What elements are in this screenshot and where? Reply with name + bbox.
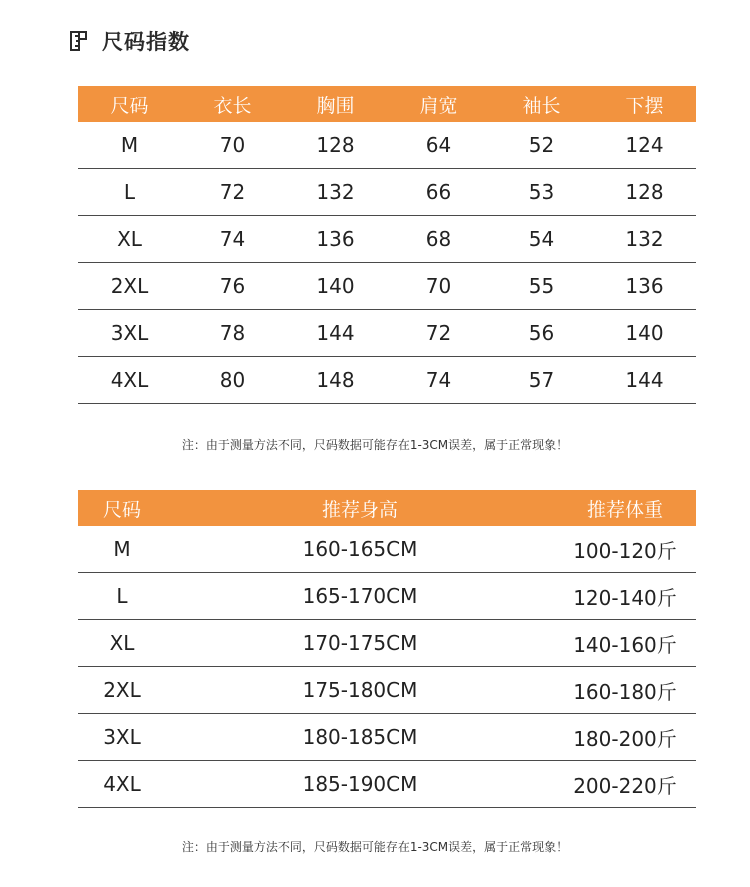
table-cell: 76: [181, 263, 284, 310]
table-cell: 175-180CM: [166, 667, 554, 714]
table-cell: 144: [593, 357, 696, 404]
table-cell: 165-170CM: [166, 573, 554, 620]
table-cell: 140-160斤: [554, 620, 696, 667]
table-cell: 200-220斤: [554, 761, 696, 808]
table-row: [78, 573, 696, 620]
table-row: [78, 620, 696, 667]
table-row: [78, 310, 696, 357]
table-cell: 3XL: [78, 714, 166, 761]
table-cell: XL: [78, 216, 181, 263]
table-cell: 132: [593, 216, 696, 263]
size-col-header: 尺码: [78, 490, 166, 526]
weight-col-header: 推荐体重: [554, 490, 696, 526]
hem-col-header: 下摆: [593, 86, 696, 122]
table-cell: 4XL: [78, 357, 181, 404]
table-cell: 180-185CM: [166, 714, 554, 761]
table-cell: 100-120斤: [554, 526, 696, 573]
table-cell: 140: [284, 263, 387, 310]
table-cell: 4XL: [78, 761, 166, 808]
size-chart-table: [78, 86, 696, 404]
length-col-header: 衣长: [181, 86, 284, 122]
table-cell: 180-200斤: [554, 714, 696, 761]
rec-table-header-row: [78, 490, 696, 526]
table-cell: 136: [593, 263, 696, 310]
table-cell: 2XL: [78, 263, 181, 310]
table-cell: 140: [593, 310, 696, 357]
table-cell: M: [78, 122, 181, 169]
table-cell: 120-140斤: [554, 573, 696, 620]
table-cell: 2XL: [78, 667, 166, 714]
table-row: [78, 169, 696, 216]
size-table-header-row: [78, 86, 696, 122]
table-cell: 170-175CM: [166, 620, 554, 667]
table-cell: 56: [490, 310, 593, 357]
chest-col-header: 胸围: [284, 86, 387, 122]
shoulder-col-header: 肩宽: [387, 86, 490, 122]
table-row: [78, 526, 696, 573]
table-cell: M: [78, 526, 166, 573]
height-col-header: 推荐身高: [166, 490, 554, 526]
table-cell: XL: [78, 620, 166, 667]
table-cell: 74: [181, 216, 284, 263]
table-cell: 78: [181, 310, 284, 357]
table-cell: 160-165CM: [166, 526, 554, 573]
measurement-note: 注：由于测量方法不同，尺码数据可能存在1-3CM误差，属于正常现象！: [181, 438, 569, 452]
table-cell: 52: [490, 122, 593, 169]
table-cell: 132: [284, 169, 387, 216]
table-cell: 128: [284, 122, 387, 169]
ruler-icon: [68, 29, 90, 53]
table-cell: 68: [387, 216, 490, 263]
table-cell: 148: [284, 357, 387, 404]
table-row: [78, 357, 696, 404]
sleeve-col-header: 袖长: [490, 86, 593, 122]
table-cell: 53: [490, 169, 593, 216]
table-cell: 72: [387, 310, 490, 357]
table-row: [78, 761, 696, 808]
table-cell: 55: [490, 263, 593, 310]
table-cell: 3XL: [78, 310, 181, 357]
table-cell: 66: [387, 169, 490, 216]
table-cell: 54: [490, 216, 593, 263]
table-row: [78, 667, 696, 714]
page-title: 尺码指数: [102, 30, 190, 54]
recommendation-table: [78, 490, 696, 808]
table-cell: 70: [181, 122, 284, 169]
section-heading: [68, 24, 190, 58]
table-cell: 64: [387, 122, 490, 169]
measurement-note: 注：由于测量方法不同，尺码数据可能存在1-3CM误差，属于正常现象！: [181, 840, 569, 854]
table-row: [78, 216, 696, 263]
table-row: [78, 714, 696, 761]
table-cell: L: [78, 169, 181, 216]
table-cell: 80: [181, 357, 284, 404]
table-cell: 144: [284, 310, 387, 357]
table-cell: 72: [181, 169, 284, 216]
table-cell: 70: [387, 263, 490, 310]
table-cell: 128: [593, 169, 696, 216]
table-cell: 57: [490, 357, 593, 404]
table-row: [78, 122, 696, 169]
table-cell: L: [78, 573, 166, 620]
size-col-header: 尺码: [78, 86, 181, 122]
table-row: [78, 263, 696, 310]
table-cell: 160-180斤: [554, 667, 696, 714]
table-cell: 185-190CM: [166, 761, 554, 808]
table-cell: 74: [387, 357, 490, 404]
table-cell: 124: [593, 122, 696, 169]
table-cell: 136: [284, 216, 387, 263]
